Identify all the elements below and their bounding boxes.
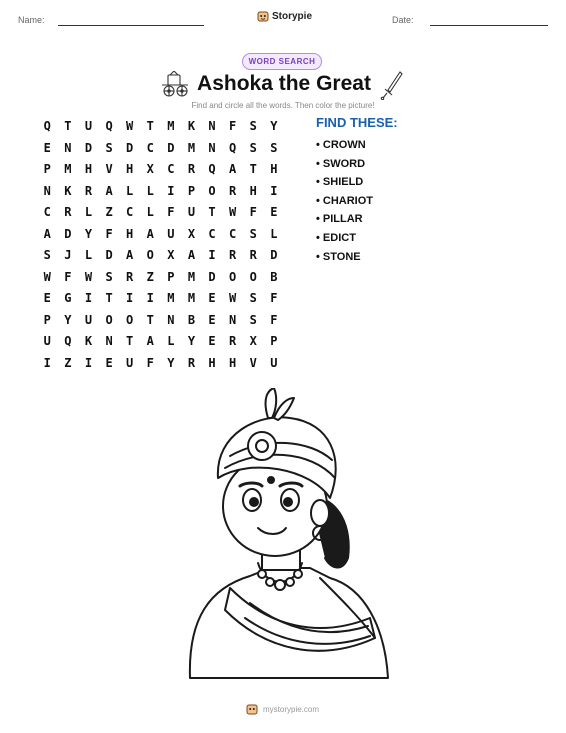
grid-letter[interactable]: L [167,334,175,348]
grid-letter[interactable]: X [187,226,196,241]
grid-letter[interactable]: M [187,140,196,155]
grid-letter[interactable]: O [229,269,237,284]
grid-letter[interactable]: V [105,162,113,176]
grid-letter[interactable]: S [270,140,278,155]
grid-letter[interactable]: O [126,312,134,327]
footer [246,703,319,715]
grid-letter[interactable]: B [187,312,196,327]
grid-letter[interactable]: S [249,226,257,241]
grid-letter[interactable]: S [249,312,257,327]
grid-letter[interactable]: D [64,226,72,241]
grid-letter[interactable]: A [229,162,237,176]
grid-letter[interactable]: C [146,140,154,155]
grid-letter[interactable]: T [146,312,154,327]
grid-letter[interactable]: S [249,119,257,133]
grid-letter[interactable]: B [270,269,278,284]
find-these-heading: FIND THESE: [316,115,398,130]
grid-letter[interactable]: R [84,183,93,198]
storypie-logo-icon [257,10,269,22]
grid-letter[interactable]: C [167,162,175,176]
grid-letter[interactable]: T [249,162,257,176]
grid-letter[interactable]: L [146,183,154,198]
grid-letter[interactable]: Z [105,205,113,219]
grid-letter[interactable]: N [229,312,237,327]
grid-letter[interactable]: O [105,312,113,327]
grid-letter[interactable]: C [43,205,51,219]
grid-letter[interactable]: A [126,248,134,262]
grid-letter[interactable]: S [249,140,257,155]
grid-letter[interactable]: D [167,140,175,155]
grid-letter[interactable]: T [126,334,134,348]
instructions: Find and circle all the words. Then color the picture! [191,101,375,110]
grid-letter[interactable]: E [105,355,113,370]
grid-letter[interactable]: Q [229,140,237,155]
grid-letter[interactable]: U [84,119,93,133]
grid-letter[interactable]: U [187,205,196,219]
date-line [430,25,548,26]
grid-letter[interactable]: W [43,269,51,284]
grid-letter[interactable]: I [167,183,175,198]
storypie-logo-icon [246,703,258,715]
grid-letter[interactable]: N [208,140,216,155]
grid-letter[interactable]: F [229,119,237,133]
grid-letter[interactable]: Y [187,334,196,348]
brand-logo [257,10,312,22]
grid-letter[interactable]: M [187,291,196,305]
grid-letter[interactable]: F [249,205,257,219]
grid-letter[interactable]: R [64,205,72,219]
grid-letter[interactable]: M [64,162,72,176]
worksheet-header [0,0,566,40]
grid-letter[interactable]: L [126,183,134,198]
page-title: Ashoka the Great [197,72,371,95]
grid-letter[interactable]: S [43,248,51,262]
grid-letter[interactable]: O [208,183,216,198]
grid-letter[interactable]: Y [167,355,175,370]
grid-letter[interactable]: O [249,269,257,284]
grid-letter[interactable]: T [105,291,113,305]
grid-row [37,331,284,353]
grid-letter[interactable]: M [167,119,175,133]
grid-letter[interactable]: L [146,205,154,219]
grid-letter[interactable]: H [249,183,257,198]
word-search-badge: WORD SEARCH [242,53,322,70]
word-list-item: • SWORD [316,157,366,170]
grid-letter[interactable]: H [270,162,278,176]
word-list-item: • PILLAR [316,213,363,226]
ashoka-illustration [170,388,400,680]
grid-letter[interactable]: F [167,205,175,219]
word-list-item: • EDICT [316,231,356,244]
grid-letter[interactable]: V [249,355,257,370]
grid-letter[interactable]: Z [64,355,72,370]
grid-letter[interactable]: U [43,334,51,348]
grid-row [37,288,284,310]
grid-letter[interactable]: F [64,269,72,284]
grid-row [37,245,284,267]
grid-letter[interactable]: T [146,119,154,133]
grid-letter[interactable]: A [146,226,154,241]
grid-letter[interactable]: U [270,355,278,370]
grid-letter[interactable]: N [64,140,72,155]
grid-letter[interactable]: A [146,334,154,348]
grid-letter[interactable]: E [208,312,216,327]
grid-letter[interactable]: D [126,140,134,155]
grid-letter[interactable]: X [146,162,154,176]
grid-row [37,181,284,203]
grid-letter[interactable]: T [64,119,72,133]
grid-row [37,116,284,138]
grid-letter[interactable]: F [146,355,154,370]
grid-letter[interactable]: Z [146,269,154,284]
grid-letter[interactable]: F [270,291,278,305]
grid-letter[interactable]: F [270,312,278,327]
grid-letter[interactable]: D [105,248,113,262]
grid-letter[interactable]: I [84,291,93,305]
grid-letter[interactable]: N [43,183,51,198]
grid-letter[interactable]: R [187,355,196,370]
grid-row [37,353,284,375]
grid-letter[interactable]: R [126,269,134,284]
grid-letter[interactable]: U [167,226,175,241]
grid-letter[interactable]: P [43,312,51,327]
grid-letter[interactable]: H [126,226,134,241]
grid-letter[interactable]: W [229,205,237,219]
grid-letter[interactable]: W [84,269,93,284]
grid-letter[interactable]: P [187,183,196,198]
grid-letter[interactable]: X [167,248,175,262]
grid-letter[interactable]: E [208,291,216,305]
grid-letter[interactable]: A [187,248,196,262]
grid-letter[interactable]: I [208,248,216,262]
grid-letter[interactable]: O [146,248,154,262]
grid-letter[interactable]: K [64,183,72,198]
grid-letter[interactable]: S [249,291,257,305]
grid-row [37,202,284,224]
grid-letter[interactable]: L [84,205,93,219]
word-list-item: • CHARIOT [316,194,374,207]
grid-letter[interactable]: E [270,205,278,219]
grid-row [37,267,284,289]
grid-letter[interactable]: M [187,269,196,284]
grid-letter[interactable]: H [126,162,134,176]
grid-letter[interactable]: X [249,334,257,348]
grid-letter[interactable]: Y [64,312,72,327]
grid-letter[interactable]: Q [208,162,216,176]
chariot-icon [158,71,192,99]
grid-letter[interactable]: C [229,226,237,241]
grid-letter[interactable]: C [208,226,216,241]
grid-letter[interactable]: J [64,248,72,262]
grid-letter[interactable]: Q [43,119,51,133]
grid-letter[interactable]: K [84,334,93,348]
grid-letter[interactable]: I [270,183,278,198]
grid-letter[interactable]: Q [105,119,113,133]
grid-letter[interactable]: L [270,226,278,241]
grid-letter[interactable]: D [84,140,93,155]
word-list-item: • STONE [316,250,361,263]
grid-letter[interactable]: M [167,291,175,305]
grid-letter[interactable]: W [126,119,134,133]
grid-letter[interactable]: L [84,248,93,262]
grid-row [37,224,284,246]
grid-letter[interactable]: Q [64,334,72,348]
grid-letter[interactable]: I [43,355,51,370]
grid-letter[interactable]: H [229,355,237,370]
grid-letter[interactable]: A [43,226,51,241]
grid-letter[interactable]: G [64,291,72,305]
grid-letter[interactable]: R [249,248,257,262]
grid-letter[interactable]: S [105,140,113,155]
grid-letter[interactable]: R [229,248,237,262]
grid-letter[interactable]: Y [270,119,278,133]
grid-letter[interactable]: C [126,205,134,219]
grid-row [37,138,284,160]
grid-letter[interactable]: D [270,248,278,262]
name-line [58,25,204,26]
grid-letter[interactable]: A [105,183,113,198]
word-list-item: • SHIELD [316,176,364,189]
grid-letter[interactable]: K [187,119,196,133]
grid-letter[interactable]: P [270,334,278,348]
grid-letter[interactable]: S [105,269,113,284]
grid-letter[interactable]: N [208,119,216,133]
word-list [316,136,373,266]
brand-name: Storypie [272,10,313,22]
grid-letter[interactable]: T [208,205,216,219]
grid-letter[interactable]: P [43,162,51,176]
footer-url: mystorypie.com [263,704,320,714]
grid-letter[interactable]: U [84,312,93,327]
grid-letter[interactable]: Y [84,226,93,241]
grid-letter[interactable]: U [126,355,134,370]
grid-letter[interactable]: R [229,183,237,198]
grid-letter[interactable]: N [167,312,175,327]
grid-letter[interactable]: E [208,334,216,348]
grid-letter[interactable]: I [146,291,154,305]
name-label: Name: [18,15,45,25]
grid-letter[interactable]: H [208,355,216,370]
grid-letter[interactable]: H [84,162,93,176]
title-row [150,70,416,102]
grid-letter[interactable]: W [229,291,237,305]
letter-grid [37,116,284,374]
date-label: Date: [392,15,414,25]
grid-letter[interactable]: R [187,162,196,176]
grid-letter[interactable]: I [84,355,93,370]
grid-letter[interactable]: F [105,226,113,241]
grid-letter[interactable]: E [43,291,51,305]
grid-letter[interactable]: E [43,140,51,155]
sword-icon [380,70,404,100]
grid-letter[interactable]: D [208,269,216,284]
grid-row [37,159,284,181]
grid-letter[interactable]: P [167,269,175,284]
grid-row [37,310,284,332]
grid-letter[interactable]: R [229,334,237,348]
grid-letter[interactable]: I [126,291,134,305]
word-list-item: • CROWN [316,139,366,151]
grid-letter[interactable]: N [105,334,113,348]
